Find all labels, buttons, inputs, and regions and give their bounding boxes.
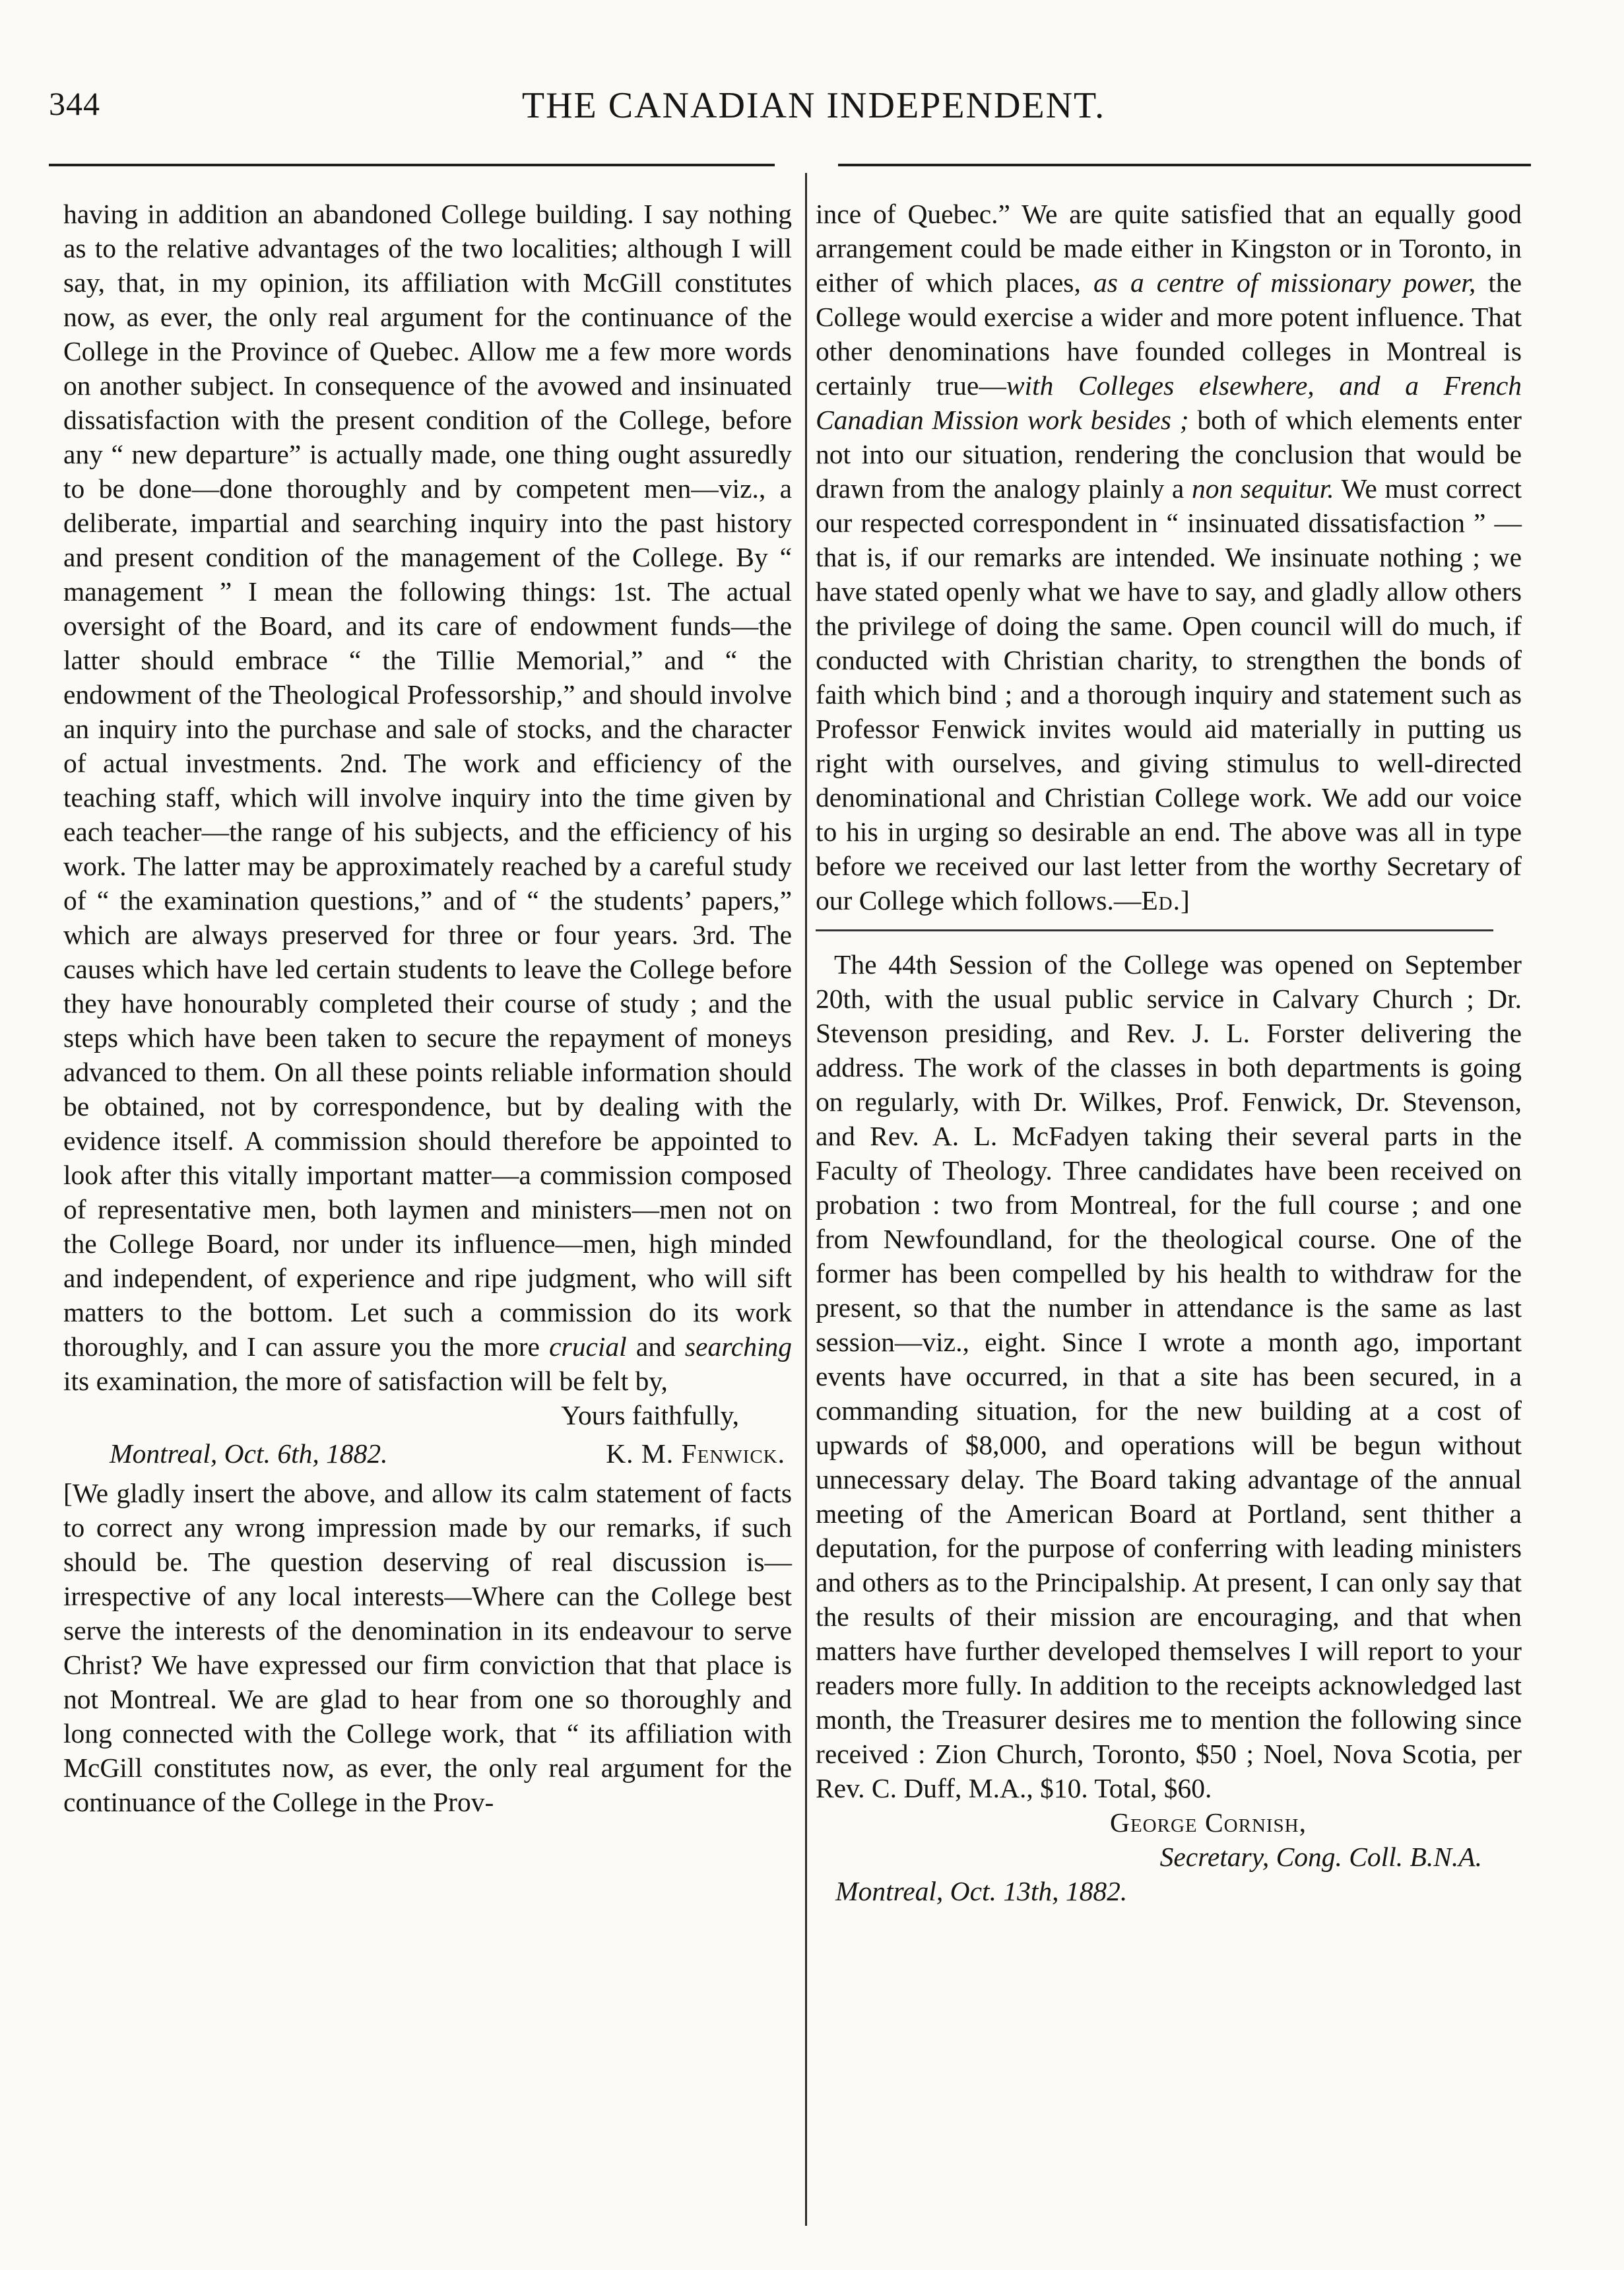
section-rule	[816, 929, 1493, 931]
college-report: The 44th Session of the College was opened on September 20th, with the usual public service in Calvary Church ; Dr. Stevenson presiding, and Rev. J. L. Forster delivering the address. The work of the classes in both departments is going on regularly, with Dr. Wilkes, Prof. Fenwick, Dr. Stevenson, and Rev. A. L. McFadyen taking their several parts in the Faculty of Theology. Three candidates have been received on probation : two from Montreal, for the full course ; and one from Newfoundland, for the theological course. One of the former has been compelled by his health to withdraw for the present, so that the number in attendance is the same as last session—viz., eight. Since I wrote a month ago, important events have occurred, in that a site has been secured, in a commanding situation, for the new building at a cost of upwards of $8,000, and operations will be begun without unnecessary delay. The Board taking advantage of the annual meeting of the American Board at Portland, sent thither a deputation, for the purpose of conferring with leading ministers and others as to the Principalship. At present, I can only say that the results of their mission are encouraging, and that when matters have further developed themselves I will report to your readers more fully. In addition to the receipts acknowledged last month, the Treasurer desires me to mention the following since received : Zion Church, Toronto, $50 ; Noel, Nova Scotia, per Rev. C. Duff, M.A., $10. Total, $60.	[816, 949, 1522, 1803]
fenwick-letter-body: having in addition an abandoned College building. I say nothing as to the relative advantages of the two localities; although I will say, that, in my opinion, its affiliation with McGill constitutes now, as ever, the only real argument for the continuance of the College in the Province of Quebec. Allow me a few more words on another subject. In consequence of the avowed and insinuated dissatisfaction with the present condition of the College, before any “ new departure” is actually made, one thing ought assuredly to be done—done thoroughly and by competent men—viz., a deliberate, impartial and searching inquiry into the past history and present condition of the management of the College. By “ management ” I mean the following things: 1st. The actual oversight of the Board, and its care of endowment funds—the latter should embrace “ the Tillie Memorial,” and “ the endowment of the Theological Professorship,” and should involve an inquiry into the purchase and sale of stocks, and the character of actual investments. 2nd. The work and efficiency of the teaching staff, which will involve inquiry into the time given by each teacher—the range of his subjects, and the efficiency of his work. The latter may be approximately reached by a careful study of “ the examination questions,” and of “ the students’ papers,” which are always preserved for three or four years. 3rd. The causes which have led certain students to leave the College before they have honourably completed their course of study ; and the steps which have been taken to secure the repayment of moneys advanced to them. On all these points reliable information should be obtained, not by correspondence, but by dealing with the evidence itself. A commission should therefore be appointed to look after this vitally important matter—a commission composed of representative men, both laymen and ministers—men not on the College Board, nor under its influence—men, high minded and independent, of experience and ripe judgment, who will sift matters to the bottom. Let such a commission do its work thoroughly, and I can assure you the more crucial and searching its examination, the more of satisfaction will be felt by,	[63, 199, 793, 1396]
right-column	[816, 197, 1522, 1908]
report-place-date: Montreal, Oct. 13th, 1882.	[835, 1876, 1128, 1906]
running-title: THE CANADIAN INDEPENDENT.	[521, 85, 1106, 126]
page-number: 344	[49, 85, 100, 122]
column-divider	[805, 173, 807, 2226]
left-column	[63, 197, 792, 1819]
letter-place-date: Montreal, Oct. 6th, 1882.	[110, 1438, 388, 1469]
editor-note-continued: ince of Quebec.” We are quite satisfied that an equally good arrangement could be made either in Kingston or in Toronto, in either of which places, as a centre of missionary power, the College would exercise a wider and more potent influence. That other denominations have founded colleges in Montreal is certainly true—with Colleges elsewhere, and a French Canadian Mission work besides ; both of which elements enter not into our situation, rendering the conclusion that would be drawn from the analogy plainly a non sequitur. We must correct our respected correspondent in “ insinuated dissatisfaction ” —that is, if our remarks are intended. We insinuate nothing ; we have stated openly what we have to say, and gladly allow others the privilege of doing the same. Open council will do much, if conducted with Christian charity, to strengthen the bonds of faith which bind ; and a thorough inquiry and statement such as Professor Fenwick invites would aid materially in putting us right with ourselves, and giving stimulus to well-directed denominational and Christian College work. We add our voice to his in urging so desirable an end. The above was all in type before we received our last letter from the worthy Secretary of our College which follows.—Ed.]	[816, 199, 1522, 916]
letter-dateline	[63, 1436, 792, 1471]
header-rule-right	[838, 164, 1531, 166]
letter-closing: Yours faithfully,	[561, 1400, 739, 1430]
header-rule-left	[49, 164, 775, 166]
report-signature-title: Secretary, Cong. Coll. B.N.A.	[1159, 1842, 1482, 1872]
letter-signature: K. M. Fenwick.	[606, 1438, 785, 1469]
editor-note-start: [We gladly insert the above, and allow its calm statement of facts to correct any wrong impression made by our remarks, if such should be. The question deserving of real discussion is—irrespective of any local interests—Where can the College best serve the interests of the denomination in its endeavour to serve Christ? We have expressed our firm conviction that that place is not Montreal. We are glad to hear from one so thoroughly and long connected with the College work, that “ its affiliation with McGill constitutes now, as ever, the only real argument for the continuance of the College in the Prov-	[63, 1478, 792, 1817]
editor-mark: Ed.	[1141, 885, 1181, 916]
page-header	[49, 84, 1578, 144]
report-signature: George Cornish,	[1109, 1807, 1307, 1838]
